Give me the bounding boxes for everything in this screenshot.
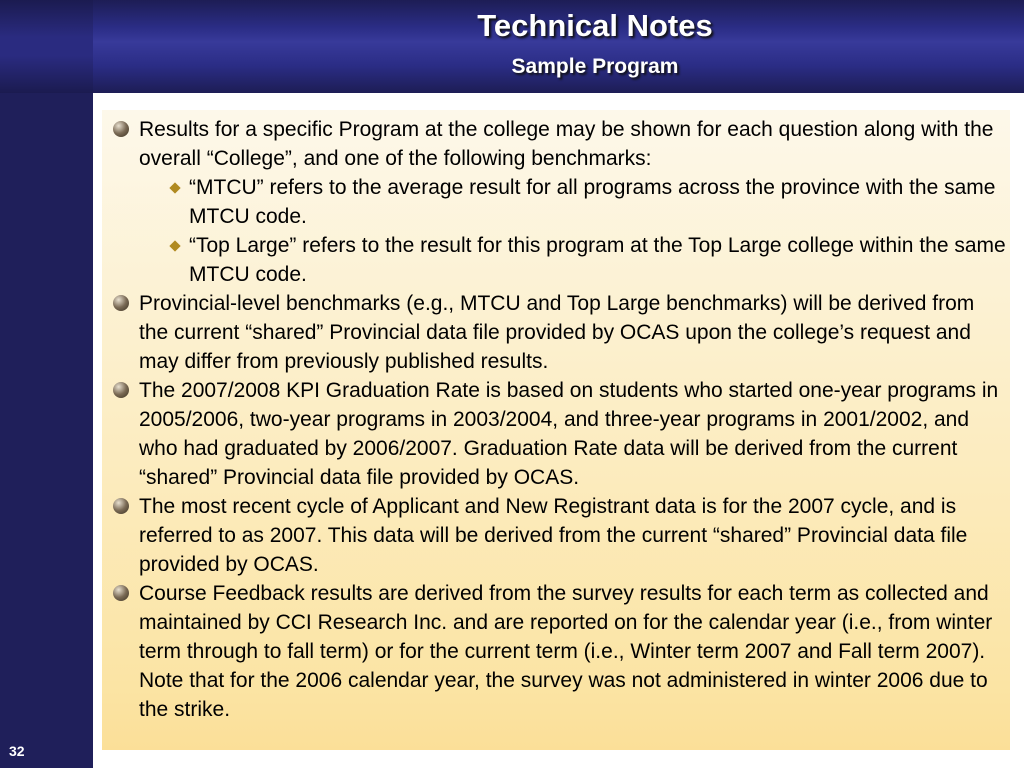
list-item: [139, 492, 1007, 579]
page-number: 32: [9, 743, 25, 759]
bullet-text: The most recent cycle of Applicant and New Registrant data is for the 2007 cycle, and is referred to as 2007. This data will be derived from the current “shared” Provincial data file provided by OCAS.: [139, 495, 968, 576]
bullet-list: [139, 115, 1007, 724]
bullet-ball-icon: [113, 585, 129, 601]
bullet-text: Provincial-level benchmarks (e.g., MTCU and Top Large benchmarks) will be derived from the current “shared” Provincial data file provided by OCAS upon the college’s request and may differ from previously published results.: [139, 292, 975, 373]
bullet-ball-icon: [113, 121, 129, 137]
diamond-bullet-icon: [169, 182, 180, 193]
sub-list-item: [189, 231, 1007, 289]
bullet-text: Course Feedback results are derived from the survey results for each term as collected and maintained by CCI Research Inc. and are reported on for the calendar year (i.e., from winter term through to fall term) or for the current term (i.e., Winter term 2007 and Fall term 2007). Note that for the 2006 calendar year, the survey was not administered in winter 2006 due to the strike.: [139, 582, 993, 721]
bullet-text: The 2007/2008 KPI Graduation Rate is based on students who started one-year programs in 2005/2006, two-year programs in 2003/2004, and three-year programs in 2001/2002, and who had graduated by 2006/2007. Graduation Rate data will be derived from the current “shared” Provincial data file provided by OCAS.: [139, 379, 999, 489]
sub-bullet-text: “Top Large” refers to the result for this program at the Top Large college within the same MTCU code.: [189, 234, 1006, 286]
list-item: [139, 115, 1007, 173]
sidebar: [0, 0, 93, 768]
content-box: [102, 110, 1010, 750]
bullet-ball-icon: [113, 382, 129, 398]
page-subtitle: Sample Program: [511, 55, 679, 78]
diamond-bullet-icon: [169, 240, 180, 251]
bullet-ball-icon: [113, 498, 129, 514]
page-title: Technical Notes: [477, 8, 713, 43]
sub-list-item: [189, 173, 1007, 231]
list-item: [139, 579, 1007, 724]
sub-bullet-text: “MTCU” refers to the average result for all programs across the province with the same MTCU code.: [189, 176, 996, 228]
bullet-text: Results for a specific Program at the college may be shown for each question along with the overall “College”, and one of the following benchmarks:: [139, 118, 994, 170]
bullet-ball-icon: [113, 295, 129, 311]
list-item: [139, 376, 1007, 492]
list-item: [139, 289, 1007, 376]
